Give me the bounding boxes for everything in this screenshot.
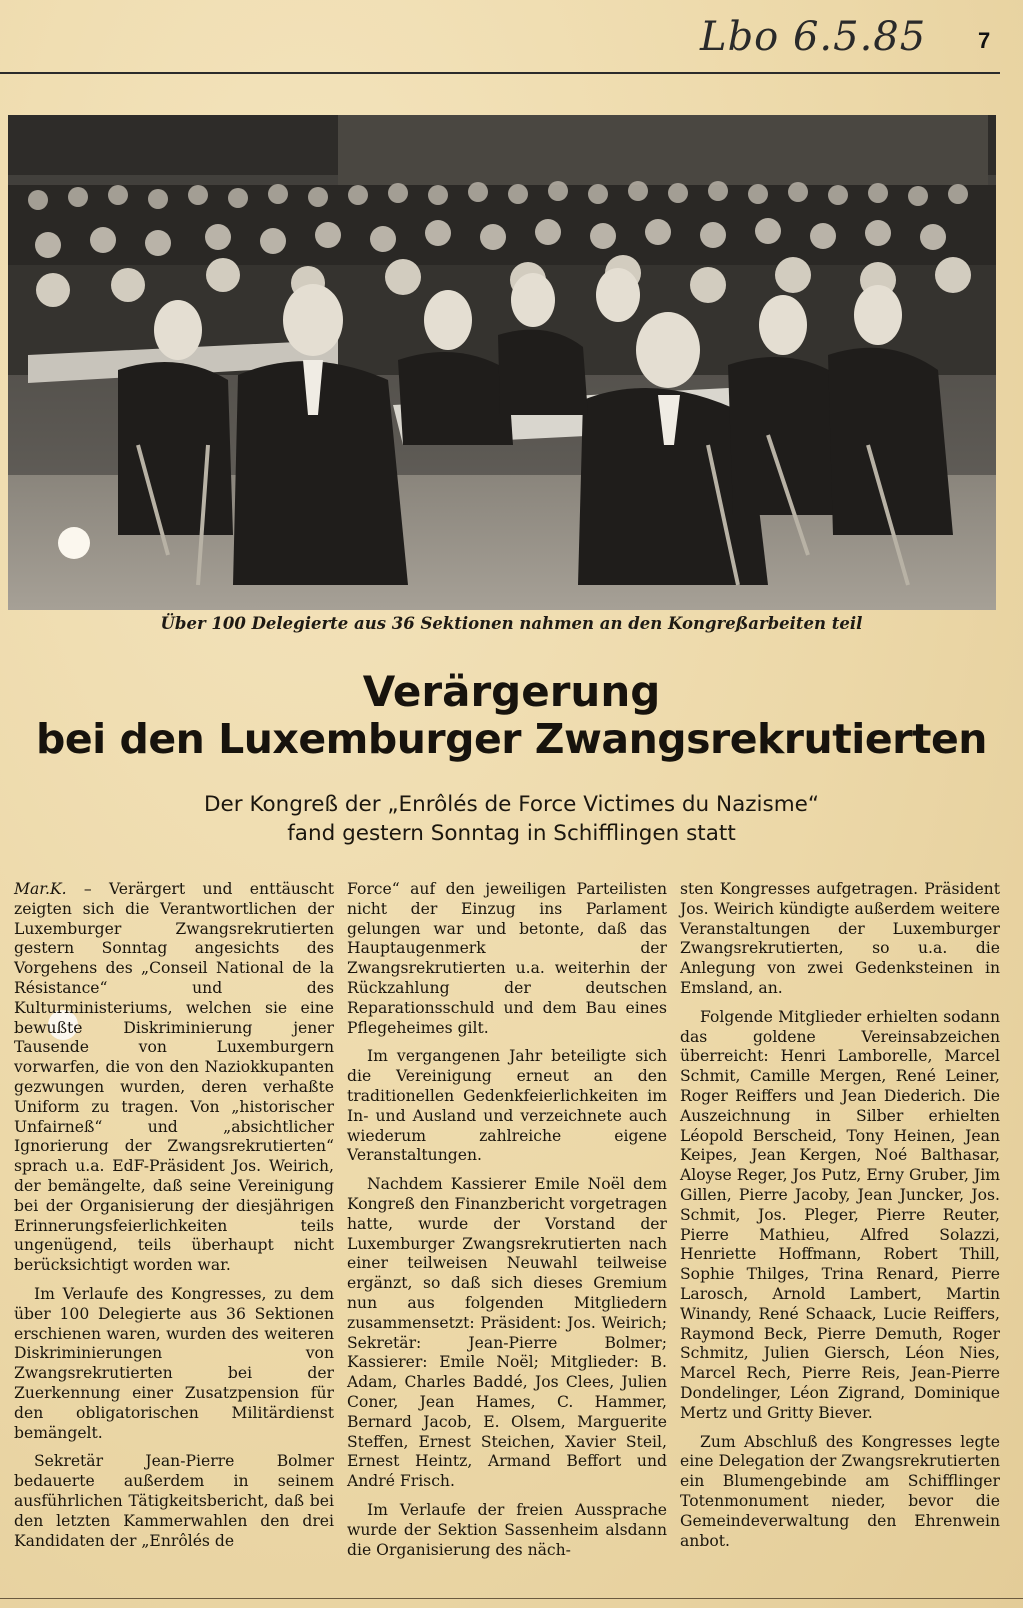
paragraph: Im vergangenen Jahr beteiligte sich die Vereinigung erneut an den traditionellen Gedenkfeierlichkeiten im In- und Ausland und verzeichnete auch wiederum zahlreiche eigene Veranstaltungen. — [347, 1047, 667, 1165]
paragraph: Folgende Mitglieder erhielten sodann das goldene Vereinsabzeichen überreicht: Henri Lamborelle, Marcel Schmit, Camille Mergen, René Leiner, Roger Reiffers und Jean Diederich. Die Auszeichnung in Silber erhielten Léopold Berscheid, Tony Heinen, Jean Keipes, Jean Kergen, Noé Balthasar, Aloyse Reger, Jos Putz, Erny Gruber, Jim Gillen, Pierre Jacoby, Jean Juncker, Jos. Schmit, Jos. Pleger, Pierre Reuter, Pierre Mathieu, Alfred Solazzi, Henriette Hoffmann, Robert Thill, Sophie Thilges, Trina Renard, Pierre Larosch, Arnold Lambert, Martin Winandy, René Schaack, Lucie Reiffers, Raymond Beck, Pierre Demuth, Roger Schmitz, Julien Giersch, Léon Nies, Marcel Rech, Pierre Reis, Jean-Pierre Dondelinger, Léon Zigrand, Dominique Mertz und Gritty Biever. — [680, 1007, 1000, 1422]
paragraph: Force“ auf den jeweiligen Parteilisten nicht der Einzug ins Parlament gelungen war und betonte, daß das Hauptaugenmerk der Zwangsrekrutierten u.a. weiterhin der Rückzahlung der deutschen Reparationsschuld und dem Bau eines Pflegeheimes gilt. — [347, 880, 667, 1037]
top-divider — [0, 72, 1000, 74]
handwritten-date-note: Lbo 6.5.85 — [700, 14, 927, 60]
photo-of-delegates — [8, 115, 996, 610]
paragraph-text: – Verärgert und enttäuscht zeigten sich die Verantwortlichen der Luxemburger Zwangsrekrutierten gestern Sonntag angesichts des Vorgehens des „Conseil National de la Résistance“ und des Kulturministeriums, welchen sie eine bewußte Diskriminierung jener Tausende von Luxemburgern vorwarfen, die von den Naziokkupanten gezwungen wurden, deren verhaßte Uniform zu tragen. Von „historischer Unfairneß“ und „absichtlicher Ignorierung der Zwangsrekrutierten“ sprach u.a. EdF-Präsident Jos. Weirich, der bemängelte, daß seine Vereinigung bei der Organisierung der diesjährigen Erinnerungsfeierlichkeiten teils ungenügend, teils überhaupt nicht berücksichtigt worden war. — [14, 880, 334, 1275]
punch-hole-top — [58, 527, 90, 559]
article-column-2 — [347, 880, 667, 1569]
photo-caption: Über 100 Delegierte aus 36 Sektionen nahmen an den Kongreßarbeiten teil — [160, 614, 863, 633]
article-headline — [0, 668, 1023, 763]
paragraph: Im Verlaufe des Kongresses, zu dem über 100 Delegierte aus 36 Sektionen erschienen waren, wurden des weiteren Diskriminierungen von Zwangsrekrutierten bei der Zuerkennung einer Zusatzpension für den obligatorischen Militärdienst bemängelt. — [14, 1284, 334, 1442]
paragraph: Zum Abschluß des Kongresses legte eine Delegation der Zwangsrekrutierten ein Blumengebinde am Schifflinger Totenmonument nieder, bevor die Gemeindeverwaltung den Ehrenwein anbot. — [680, 1432, 1000, 1550]
article-subheadline — [0, 790, 1023, 848]
bottom-divider — [0, 1598, 1023, 1599]
photo-illustration — [8, 115, 996, 610]
page-number: 7 — [978, 28, 991, 53]
article-column-1 — [14, 880, 334, 1560]
article-column-3 — [680, 880, 1000, 1560]
subhead-line-2: fand gestern Sonntag in Schifflingen statt — [287, 821, 736, 847]
byline: Mar.K. — [14, 880, 67, 898]
headline-line-1: Verärgerung — [362, 667, 661, 716]
paragraph: Sekretär Jean-Pierre Bolmer bedauerte außerdem in seinem ausführlichen Tätigkeitsbericht, daß bei den letzten Kammerwahlen den drei Kandidaten der „Enrôlés de — [14, 1452, 334, 1550]
subhead-line-1: Der Kongreß der „Enrôlés de Force Victimes du Nazisme“ — [203, 792, 820, 817]
paragraph: Nachdem Kassierer Emile Noël dem Kongreß den Finanzbericht vorgetragen hatte, wurde der Vorstand der Luxemburger Zwangsrekrutierten nach einer teilweisen Neuwahl teilweise ergänzt, so daß sich dieses Gremium nun aus folgenden Mitgliedern zusammensetzt: Präsident: Jos. Weirich; Sekretär: Jean-Pierre Bolmer; Kassierer: Emile Noël; Mitglieder: B. Adam, Charles Baddé, Jos Clees, Julien Coner, Jean Hames, C. Hammer, Bernard Jacob, E. Olsem, Marguerite Steffen, Ernest Steichen, Xavier Steil, Ernest Heintz, Armand Beffort und André Frisch. — [347, 1175, 667, 1491]
paragraph: Im Verlaufe der freien Aussprache wurde der Sektion Sassenheim alsdann die Organisierung des näch- — [347, 1500, 667, 1559]
paragraph — [14, 880, 334, 1276]
paragraph: sten Kongresses aufgetragen. Präsident Jos. Weirich kündigte außerdem weitere Veranstaltungen der Luxemburger Zwangsrekrutierten, so u.a. die Anlegung von zwei Gedenksteinen in Emsland, an. — [680, 880, 1000, 997]
headline-line-2: bei den Luxemburger Zwangsrekrutierten — [36, 715, 987, 764]
